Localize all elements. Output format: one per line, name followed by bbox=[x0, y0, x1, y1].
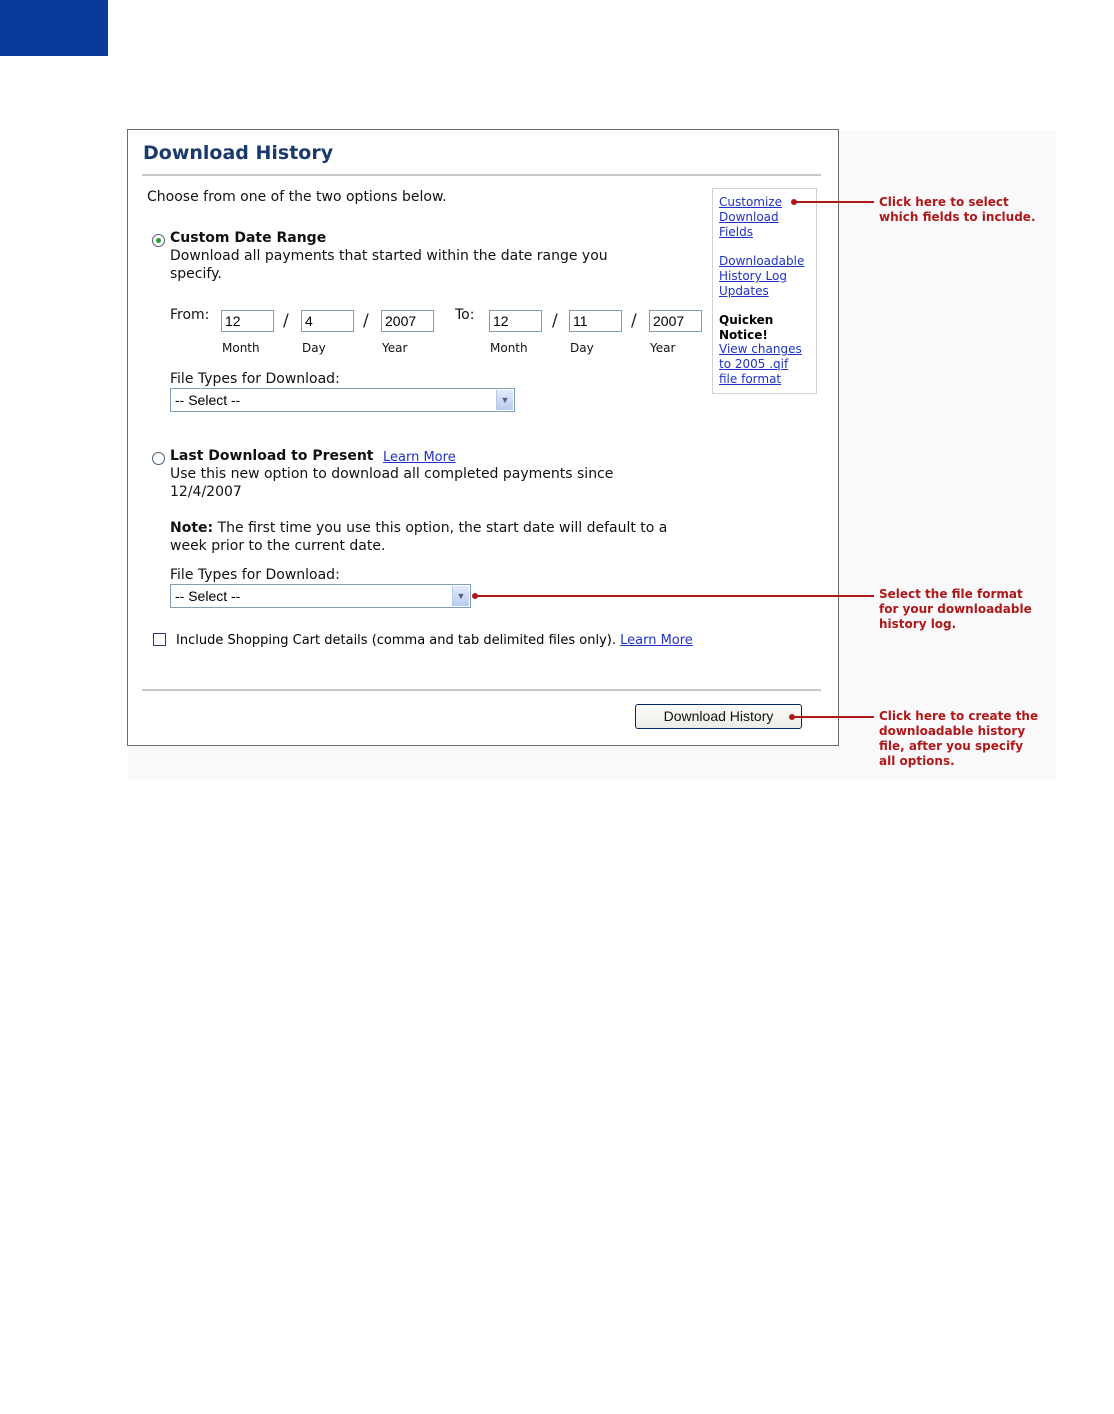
date-separator: / bbox=[552, 311, 558, 331]
quicken-notice-heading: Quicken bbox=[719, 313, 774, 327]
quicken-notice-heading: Notice! bbox=[719, 328, 768, 342]
chevron-down-icon[interactable]: ▼ bbox=[452, 586, 469, 606]
date-separator: / bbox=[283, 311, 289, 331]
file-types-label: File Types for Download: bbox=[170, 567, 340, 583]
from-month-input[interactable]: 12 bbox=[221, 310, 274, 332]
custom-range-description: Download all payments that started within the date range you bbox=[170, 248, 608, 264]
from-day-input[interactable]: 4 bbox=[301, 310, 354, 332]
to-year-label: Year bbox=[650, 341, 676, 355]
title-divider bbox=[142, 174, 821, 176]
callout-line: Click here to select bbox=[879, 195, 1009, 209]
file-type-select-value: -- Select -- bbox=[175, 392, 241, 408]
custom-range-radio[interactable] bbox=[152, 234, 165, 247]
page-title: Download History bbox=[143, 142, 334, 164]
chevron-down-icon[interactable]: ▼ bbox=[496, 390, 513, 410]
file-type-select-value: -- Select -- bbox=[175, 588, 241, 604]
note-label: Note: bbox=[170, 520, 214, 536]
from-year-label: Year bbox=[382, 341, 408, 355]
callout-line: all options. bbox=[879, 754, 955, 768]
last-download-label: Last Download to Present bbox=[170, 448, 374, 464]
callout-line: which fields to include. bbox=[879, 210, 1036, 224]
to-month-input[interactable]: 12 bbox=[489, 310, 542, 332]
file-type-select-custom[interactable] bbox=[170, 388, 515, 412]
from-day-label: Day bbox=[302, 341, 326, 355]
footer-divider bbox=[142, 689, 821, 691]
from-year-input[interactable]: 2007 bbox=[381, 310, 434, 332]
shopping-cart-checkbox[interactable] bbox=[153, 633, 166, 646]
file-types-label: File Types for Download: bbox=[170, 371, 340, 387]
last-download-description: Use this new option to download all completed payments since bbox=[170, 466, 614, 482]
customize-fields-link[interactable]: Fields bbox=[719, 225, 753, 239]
customize-fields-link[interactable]: Download bbox=[719, 210, 779, 224]
view-changes-link[interactable]: file format bbox=[719, 372, 782, 386]
shopping-cart-learn-more-link[interactable]: Learn More bbox=[620, 633, 693, 648]
history-log-updates-link[interactable]: Updates bbox=[719, 284, 769, 298]
intro-text: Choose from one of the two options below. bbox=[147, 189, 447, 205]
history-log-updates-link[interactable]: History Log bbox=[719, 269, 787, 283]
to-label: To: bbox=[455, 307, 475, 323]
from-label: From: bbox=[170, 307, 210, 323]
view-changes-link[interactable]: to 2005 .qif bbox=[719, 357, 789, 371]
to-year-input[interactable]: 2007 bbox=[649, 310, 702, 332]
callout-leader-line bbox=[796, 201, 874, 203]
callout-line: downloadable history bbox=[879, 724, 1026, 738]
customize-fields-link[interactable]: Customize bbox=[719, 195, 782, 209]
callout-customize-fields bbox=[879, 195, 1036, 225]
note-text bbox=[170, 520, 667, 536]
last-download-date: 12/4/2007 bbox=[170, 484, 242, 500]
note-body: The first time you use this option, the start date will default to a bbox=[213, 520, 668, 536]
callout-download-button bbox=[879, 709, 1038, 769]
callout-file-format bbox=[879, 587, 1032, 632]
download-history-button[interactable]: Download History bbox=[635, 704, 802, 729]
callout-leader-line bbox=[794, 716, 874, 718]
from-month-label: Month bbox=[222, 341, 260, 355]
note-text-cont: week prior to the current date. bbox=[170, 538, 386, 554]
date-separator: / bbox=[363, 311, 369, 331]
callout-line: history log. bbox=[879, 617, 957, 631]
file-type-select-last-download[interactable] bbox=[170, 584, 471, 608]
callout-line: file, after you specify bbox=[879, 739, 1024, 753]
last-download-radio[interactable] bbox=[152, 452, 165, 465]
callout-line: for your downloadable bbox=[879, 602, 1032, 616]
download-history-panel bbox=[127, 129, 839, 746]
shopping-cart-row bbox=[176, 633, 693, 648]
last-download-learn-more-link[interactable]: Learn More bbox=[383, 450, 456, 465]
sidebar-links-box bbox=[712, 188, 817, 394]
shopping-cart-label: Include Shopping Cart details (comma and tab delimited files only). bbox=[176, 633, 616, 648]
corner-tab bbox=[0, 0, 108, 56]
to-month-label: Month bbox=[490, 341, 528, 355]
custom-range-description-cont: specify. bbox=[170, 266, 222, 282]
callout-leader-line bbox=[477, 595, 874, 597]
history-log-updates-link[interactable]: Downloadable bbox=[719, 254, 805, 268]
to-day-input[interactable]: 11 bbox=[569, 310, 622, 332]
date-separator: / bbox=[631, 311, 637, 331]
callout-line: Click here to create the bbox=[879, 709, 1039, 723]
to-day-label: Day bbox=[570, 341, 594, 355]
callout-line: Select the file format bbox=[879, 587, 1023, 601]
view-changes-link[interactable]: View changes bbox=[719, 342, 802, 356]
custom-range-label: Custom Date Range bbox=[170, 230, 327, 246]
